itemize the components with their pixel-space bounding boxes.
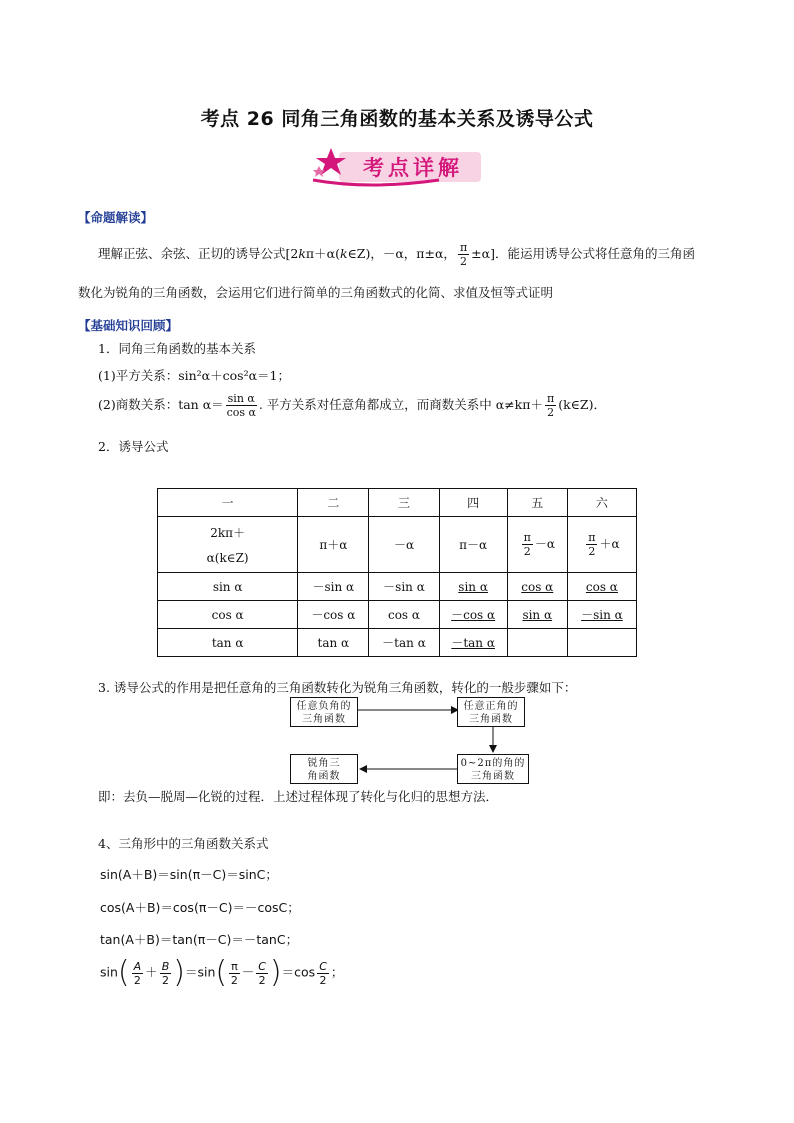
table-row-cos (158, 601, 637, 629)
table-cell: －tan α (369, 629, 439, 657)
page-title: 考点 26 同角三角函数的基本关系及诱导公式 (200, 108, 594, 130)
table-cell: sin α (507, 601, 567, 629)
flow-box-positive: 任意正角的 三角函数 (457, 697, 525, 727)
table-header-row (158, 489, 637, 517)
table-cell: －cos α (298, 601, 369, 629)
table-cell: －sin α (369, 573, 439, 601)
table-cell: $\frac{\pi}{2}$ ＋α (567, 517, 636, 573)
reading-text-d: ±α]．能运用诱导公式将任意角的三角函 (471, 246, 695, 261)
table-cell: tan α (158, 629, 298, 657)
formula-half-angle: sin( $\frac{A}{2}$ ＋ $\frac{B}{2}$ )＝sin( $\frac{\pi}{2}$ － $\frac{C}{2}$ )＝cos $\frac{C}{2}$ ； (100, 955, 344, 990)
table-header: 三 (369, 489, 439, 517)
reading-text-a: 理解正弦、余弦、正切的诱导公式[2 (98, 246, 299, 261)
reading-line-2: 数化为锐角的三角函数，会运用它们进行简单的三角函数式的化简、求值及恒等式证明 (78, 285, 554, 300)
flow-box-acute: 锐角三 角函数 (290, 754, 358, 784)
table-cell: 2kπ＋ α(k∈Z) (158, 517, 298, 573)
reading-line-1: 理解正弦、余弦、正切的诱导公式[2kπ＋α(k∈Z)，－α，π±α， $\frac{\pi}{2}$ ±α]．能运用诱导公式将任意角的三角函 (98, 241, 695, 268)
table-cell: $\frac{\pi}{2}$ －α (507, 517, 567, 573)
small-star-icon (313, 166, 325, 177)
table-cell: tan α (298, 629, 369, 657)
table-cell: －sin α (567, 601, 636, 629)
table-header: 二 (298, 489, 369, 517)
section-reading-label: 【命题解读】 (78, 210, 154, 225)
table-header: 五 (507, 489, 567, 517)
table-cell: sin α (158, 573, 298, 601)
pi-over-2-fraction: $\frac{\pi}{2}$ (459, 241, 468, 268)
banner-text: 考点详解 (363, 156, 463, 180)
formula-cos: cos(A＋B)＝cos(π－C)＝－cosC； (100, 900, 300, 915)
table-header: 一 (158, 489, 298, 517)
table-angle-row (158, 517, 637, 573)
table-cell: －sin α (298, 573, 369, 601)
item3-text: 3. 诱导公式的作用是把任意角的三角函数转化为锐角三角函数，转化的一般步骤如下： (98, 680, 577, 695)
item3-summary: 即：去负—脱周—化锐的过程．上述过程体现了转化与化归的思想方法． (98, 789, 499, 804)
square-relation: (1)平方关系：sin²α＋cos²α＝1； (98, 368, 290, 383)
table-cell: π－α (439, 517, 507, 573)
table-cell: π＋α (298, 517, 369, 573)
table-cell: cos α (567, 573, 636, 601)
table-cell: －tan α (439, 629, 507, 657)
formula-tan: tan(A＋B)＝tan(π－C)＝－tanC； (100, 932, 299, 947)
reading-text-b: π＋α( (305, 246, 340, 261)
quotient-relation: (2)商数关系：tan α＝ $\frac{\text{sin α}}{\text{cos α}}$ . 平方关系对任意角都成立，而商数关系中 α≠kπ＋ $\frac{\pi}{2}$ (k∈Z)． (98, 392, 606, 419)
table-cell: cos α (158, 601, 298, 629)
sin-over-cos-fraction: $\frac{\text{sin α}}{\text{cos α}}$ (226, 392, 256, 419)
item4-heading: 4、三角形中的三角函数关系式 (98, 836, 269, 851)
table-cell: －α (369, 517, 439, 573)
table-cell: cos α (507, 573, 567, 601)
flow-box-negative: 任意负角的 三角函数 (290, 697, 358, 727)
banner-graphic (309, 146, 485, 188)
reading-text-c: ∈Z)，－α，π±α， (347, 246, 456, 261)
section-review-label: 【基础知识回顾】 (78, 318, 179, 333)
table-row-tan (158, 629, 637, 657)
formula-sin: sin(A＋B)＝sin(π－C)＝sinC； (100, 867, 278, 882)
table-cell (507, 629, 567, 657)
table-cell: sin α (439, 573, 507, 601)
item2-heading: 2．诱导公式 (98, 439, 169, 454)
induction-table (157, 488, 637, 657)
table-cell (567, 629, 636, 657)
item1-heading: 1．同角三角函数的基本关系 (98, 341, 256, 356)
table-cell: －cos α (439, 601, 507, 629)
pi-over-2-fraction: $\frac{\pi}{2}$ (546, 392, 555, 419)
table-cell: cos α (369, 601, 439, 629)
table-header: 四 (439, 489, 507, 517)
table-row-sin (158, 573, 637, 601)
table-header: 六 (567, 489, 636, 517)
flow-box-0-2pi: 0~2π的角的 三角函数 (457, 754, 529, 784)
